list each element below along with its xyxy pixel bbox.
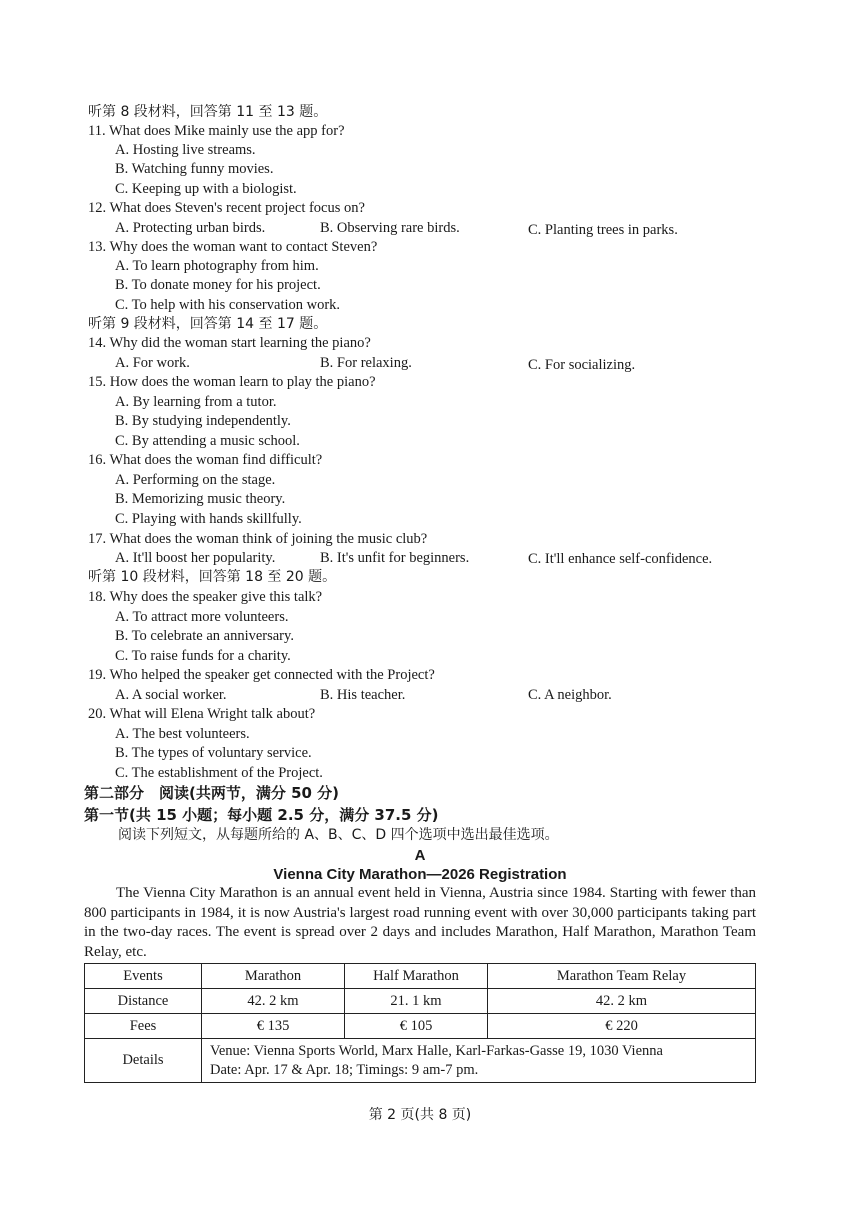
q18-option-a: A. To attract more volunteers. (115, 609, 289, 625)
events-table (84, 963, 756, 1083)
question-12: 12. What does Steven's recent project focus on? (88, 200, 365, 216)
passage-text: The Vienna City Marathon is an annual event held in Vienna, Austria since 1984. Starting with fewer than 800 participants in 1984, it is now Austria's largest road running event with over 30,000 participants taking part in the two-day races. The event is spread over 2 days and includes Marathon, Half Marathon, Marathon Team Relay, etc. (84, 885, 756, 960)
q15-option-c: C. By attending a music school. (115, 433, 300, 449)
table-cell: 21. 1 km (345, 989, 488, 1014)
table-cell: € 220 (488, 1014, 756, 1039)
q18-option-c: C. To raise funds for a charity. (115, 648, 291, 664)
table-cell: Marathon (202, 964, 345, 989)
q14-option-a: A. For work. (115, 355, 190, 371)
table-cell: 42. 2 km (202, 989, 345, 1014)
table-cell: € 105 (345, 1014, 488, 1039)
part-two-heading: 第二部分 阅读(共两节，满分 50 分) (84, 784, 340, 802)
q11-option-b: B. Watching funny movies. (115, 161, 274, 177)
page-footer: 第 2 页(共 8 页) (368, 1107, 472, 1123)
table-row-distance (85, 989, 756, 1014)
question-15: 15. How does the woman learn to play the piano? (88, 374, 376, 390)
table-cell: € 135 (202, 1014, 345, 1039)
q17-option-c: C. It'll enhance self-confidence. (528, 551, 713, 567)
q19-option-b: B. His teacher. (320, 687, 406, 703)
q19-option-c: C. A neighbor. (528, 687, 612, 703)
question-13: 13. Why does the woman want to contact Steven? (88, 239, 378, 255)
q13-option-a: A. To learn photography from him. (115, 258, 319, 274)
q12-option-c: C. Planting trees in parks. (528, 222, 678, 238)
section-10-instruction: 听第 10 段材料，回答第 18 至 20 题。 (88, 569, 337, 585)
table-cell: Marathon Team Relay (488, 964, 756, 989)
details-venue: Venue: Vienna Sports World, Marx Halle, Karl-Farkas-Gasse 19, 1030 Vienna (210, 1042, 663, 1059)
q13-option-b: B. To donate money for his project. (115, 277, 321, 293)
q12-option-b: B. Observing rare birds. (320, 220, 460, 236)
table-cell: Details (85, 1039, 202, 1083)
q19-option-a: A. A social worker. (115, 687, 227, 703)
question-11: 11. What does Mike mainly use the app for? (88, 123, 345, 139)
q16-option-c: C. Playing with hands skillfully. (115, 511, 302, 527)
q11-option-a: A. Hosting live streams. (115, 142, 256, 158)
question-16: 16. What does the woman find difficult? (88, 452, 323, 468)
q18-option-b: B. To celebrate an anniversary. (115, 628, 294, 644)
passage-letter: A (414, 847, 426, 864)
q20-option-c: C. The establishment of the Project. (115, 765, 323, 781)
table-row-fees (85, 1014, 756, 1039)
table-row-details (85, 1039, 756, 1083)
q13-option-c: C. To help with his conservation work. (115, 297, 341, 313)
q11-option-c: C. Keeping up with a biologist. (115, 181, 297, 197)
table-cell: Half Marathon (345, 964, 488, 989)
table-header-row (85, 964, 756, 989)
question-19: 19. Who helped the speaker get connected with the Project? (88, 667, 435, 683)
question-20: 20. What will Elena Wright talk about? (88, 706, 316, 722)
table-cell: Events (85, 964, 202, 989)
question-18: 18. Why does the speaker give this talk? (88, 589, 323, 605)
q16-option-a: A. Performing on the stage. (115, 472, 276, 488)
q15-option-b: B. By studying independently. (115, 413, 291, 429)
q15-option-a: A. By learning from a tutor. (115, 394, 277, 410)
passage-paragraph (84, 884, 756, 962)
section-9-instruction: 听第 9 段材料，回答第 14 至 17 题。 (88, 316, 328, 332)
passage-title: Vienna City Marathon—2026 Registration (273, 866, 567, 883)
question-17: 17. What does the woman think of joining the music club? (88, 531, 428, 547)
q17-option-b: B. It's unfit for beginners. (320, 550, 470, 566)
q12-option-a: A. Protecting urban birds. (115, 220, 266, 236)
q14-option-c: C. For socializing. (528, 357, 636, 373)
section-8-instruction: 听第 8 段材料，回答第 11 至 13 题。 (88, 104, 328, 120)
q16-option-b: B. Memorizing music theory. (115, 491, 286, 507)
q20-option-b: B. The types of voluntary service. (115, 745, 312, 761)
q20-option-a: A. The best volunteers. (115, 726, 250, 742)
table-cell: Distance (85, 989, 202, 1014)
q17-option-a: A. It'll boost her popularity. (115, 550, 276, 566)
table-cell: Fees (85, 1014, 202, 1039)
table-cell: 42. 2 km (488, 989, 756, 1014)
details-date: Date: Apr. 17 & Apr. 18; Timings: 9 am-7 pm. (210, 1061, 479, 1078)
q14-option-b: B. For relaxing. (320, 355, 412, 371)
section-one-heading: 第一节(共 15 小题；每小题 2.5 分，满分 37.5 分) (84, 806, 439, 824)
question-14: 14. Why did the woman start learning the piano? (88, 335, 371, 351)
details-cell (202, 1039, 756, 1083)
reading-instruction: 阅读下列短文，从每题所给的 A、B、C、D 四个选项中选出最佳选项。 (118, 827, 559, 843)
